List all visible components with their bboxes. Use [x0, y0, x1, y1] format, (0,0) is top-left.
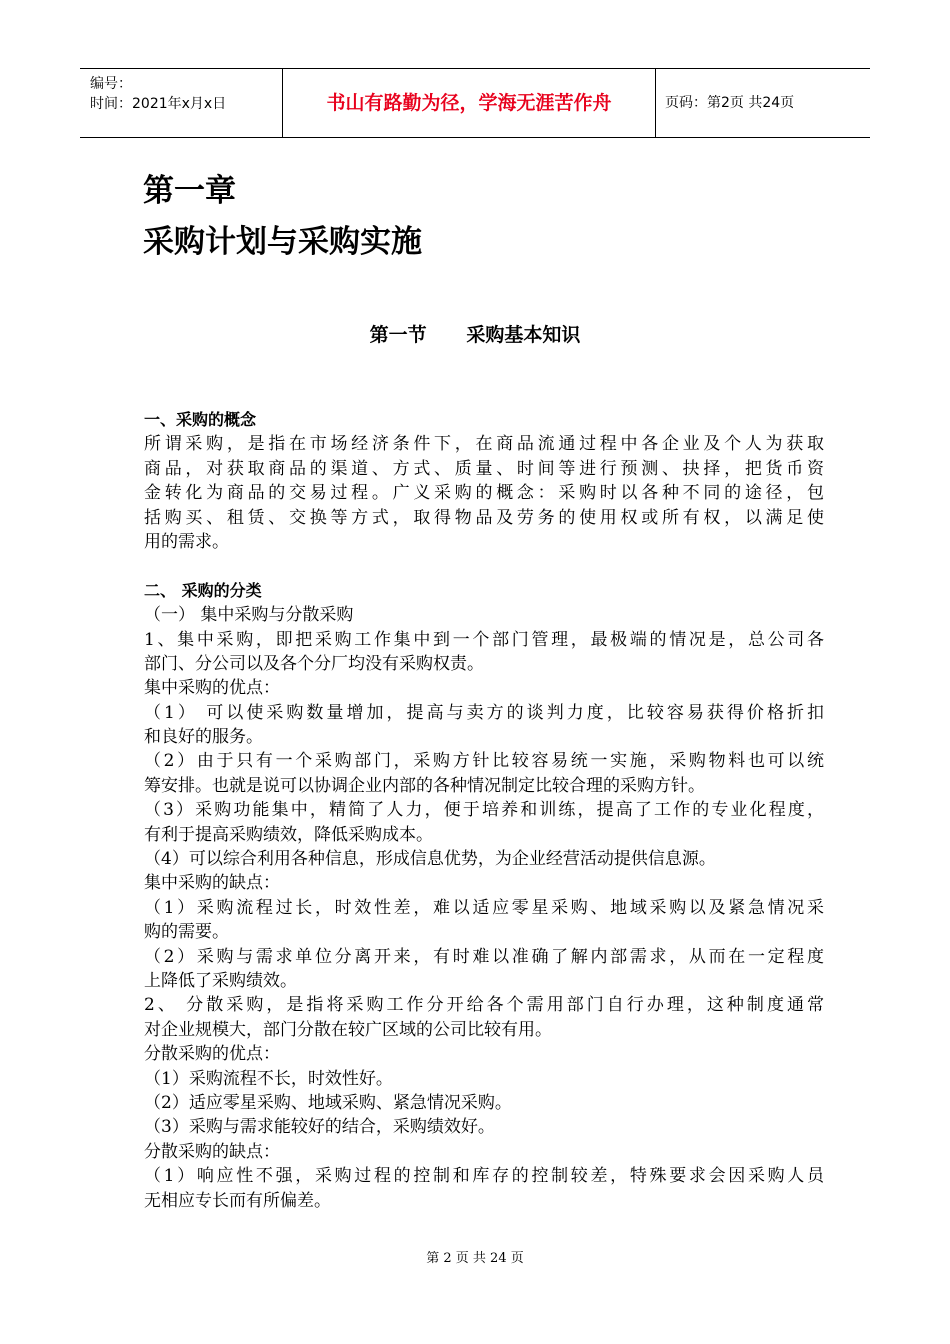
body-line: （1）采购流程过长，时效性差，难以适应零星采购、地域采购以及紧急情况采	[144, 897, 824, 918]
body-line: 1、集中采购，即把采购工作集中到一个部门管理，最极端的情况是，总公司各	[144, 629, 824, 650]
body-line: 上降低了采购绩效。	[144, 970, 297, 991]
body-line: 筹安排。也就是说可以协调企业内部的各种情况制定比较合理的采购方针。	[144, 775, 705, 796]
body-line: 2、 分散采购，是指将采购工作分开给各个需用部门自行办理，这种制度通常	[144, 995, 824, 1016]
body-text	[144, 408, 824, 1213]
body-line: 商品，对获取商品的渠道、方式、质量、时间等进行预测、抉择，把货币资	[144, 458, 824, 479]
header-meta-cell	[80, 69, 283, 137]
body-line: 有利于提高采购绩效，降低采购成本。	[144, 824, 433, 845]
body-line: 和良好的服务。	[144, 727, 263, 748]
body-line: 对企业规模大，部门分散在较广区域的公司比较有用。	[144, 1019, 552, 1040]
body-line: 括购买、租赁、交换等方式，取得物品及劳务的使用权或所有权，以满足使	[144, 507, 824, 528]
header-page-info: 页码：第2页 共24页	[665, 95, 795, 111]
body-line: （4）可以综合利用各种信息，形成信息优势，为企业经营活动提供信息源。	[144, 849, 716, 870]
blank-line	[144, 554, 824, 578]
section-heading: 二、 采购的分类	[144, 580, 262, 600]
header-motto: 书山有路勤为径，学海无涯苦作舟	[283, 69, 656, 137]
section-heading: 一、采购的概念	[144, 410, 257, 429]
code-label: 编号：	[90, 76, 132, 92]
page-footer: 第 2 页 共 24 页	[426, 1251, 524, 1266]
body-line: （一） 集中采购与分散采购	[144, 605, 354, 626]
chapter-number: 第一章	[143, 173, 236, 209]
time-label: 时间：2021年x月x日	[90, 96, 227, 112]
body-line: （3）采购与需求能较好的结合，采购绩效好。	[144, 1117, 495, 1138]
chapter-title: 采购计划与采购实施	[143, 224, 422, 260]
body-line: （2）采购与需求单位分离开来，有时难以准确了解内部需求，从而在一定程度	[144, 946, 824, 967]
page-header	[80, 68, 870, 138]
body-line: 部门、分公司以及各个分厂均没有采购权责。	[144, 653, 484, 674]
body-line: （2）适应零星采购、地域采购、紧急情况采购。	[144, 1092, 512, 1113]
body-line: 分散采购的缺点：	[144, 1141, 280, 1162]
body-line: （3）采购功能集中，精简了人力，便于培养和训练，提高了工作的专业化程度，	[144, 800, 824, 821]
body-line: 用的需求。	[144, 531, 229, 552]
body-line: 集中采购的缺点：	[144, 873, 280, 894]
body-line: 购的需要。	[144, 922, 229, 943]
body-line: 集中采购的优点：	[144, 678, 280, 699]
body-line: （2）由于只有一个采购部门，采购方针比较容易统一实施，采购物料也可以统	[144, 751, 824, 772]
body-line: 分散采购的优点：	[144, 1044, 280, 1065]
body-line: 无相应专长而有所偏差。	[144, 1190, 331, 1211]
body-line: （1） 可以使采购数量增加，提高与卖方的谈判力度，比较容易获得价格折扣	[144, 702, 824, 723]
body-line: 所谓采购，是指在市场经济条件下，在商品流通过程中各企业及个人为获取	[144, 434, 824, 455]
body-line: （1）采购流程不长，时效性好。	[144, 1068, 393, 1089]
body-line: （1）响应性不强，采购过程的控制和库存的控制较差，特殊要求会因采购人员	[144, 1166, 824, 1187]
section-title: 第一节 采购基本知识	[369, 324, 581, 346]
body-line: 金转化为商品的交易过程。广义采购的概念：采购时以各种不同的途径，包	[144, 483, 824, 504]
